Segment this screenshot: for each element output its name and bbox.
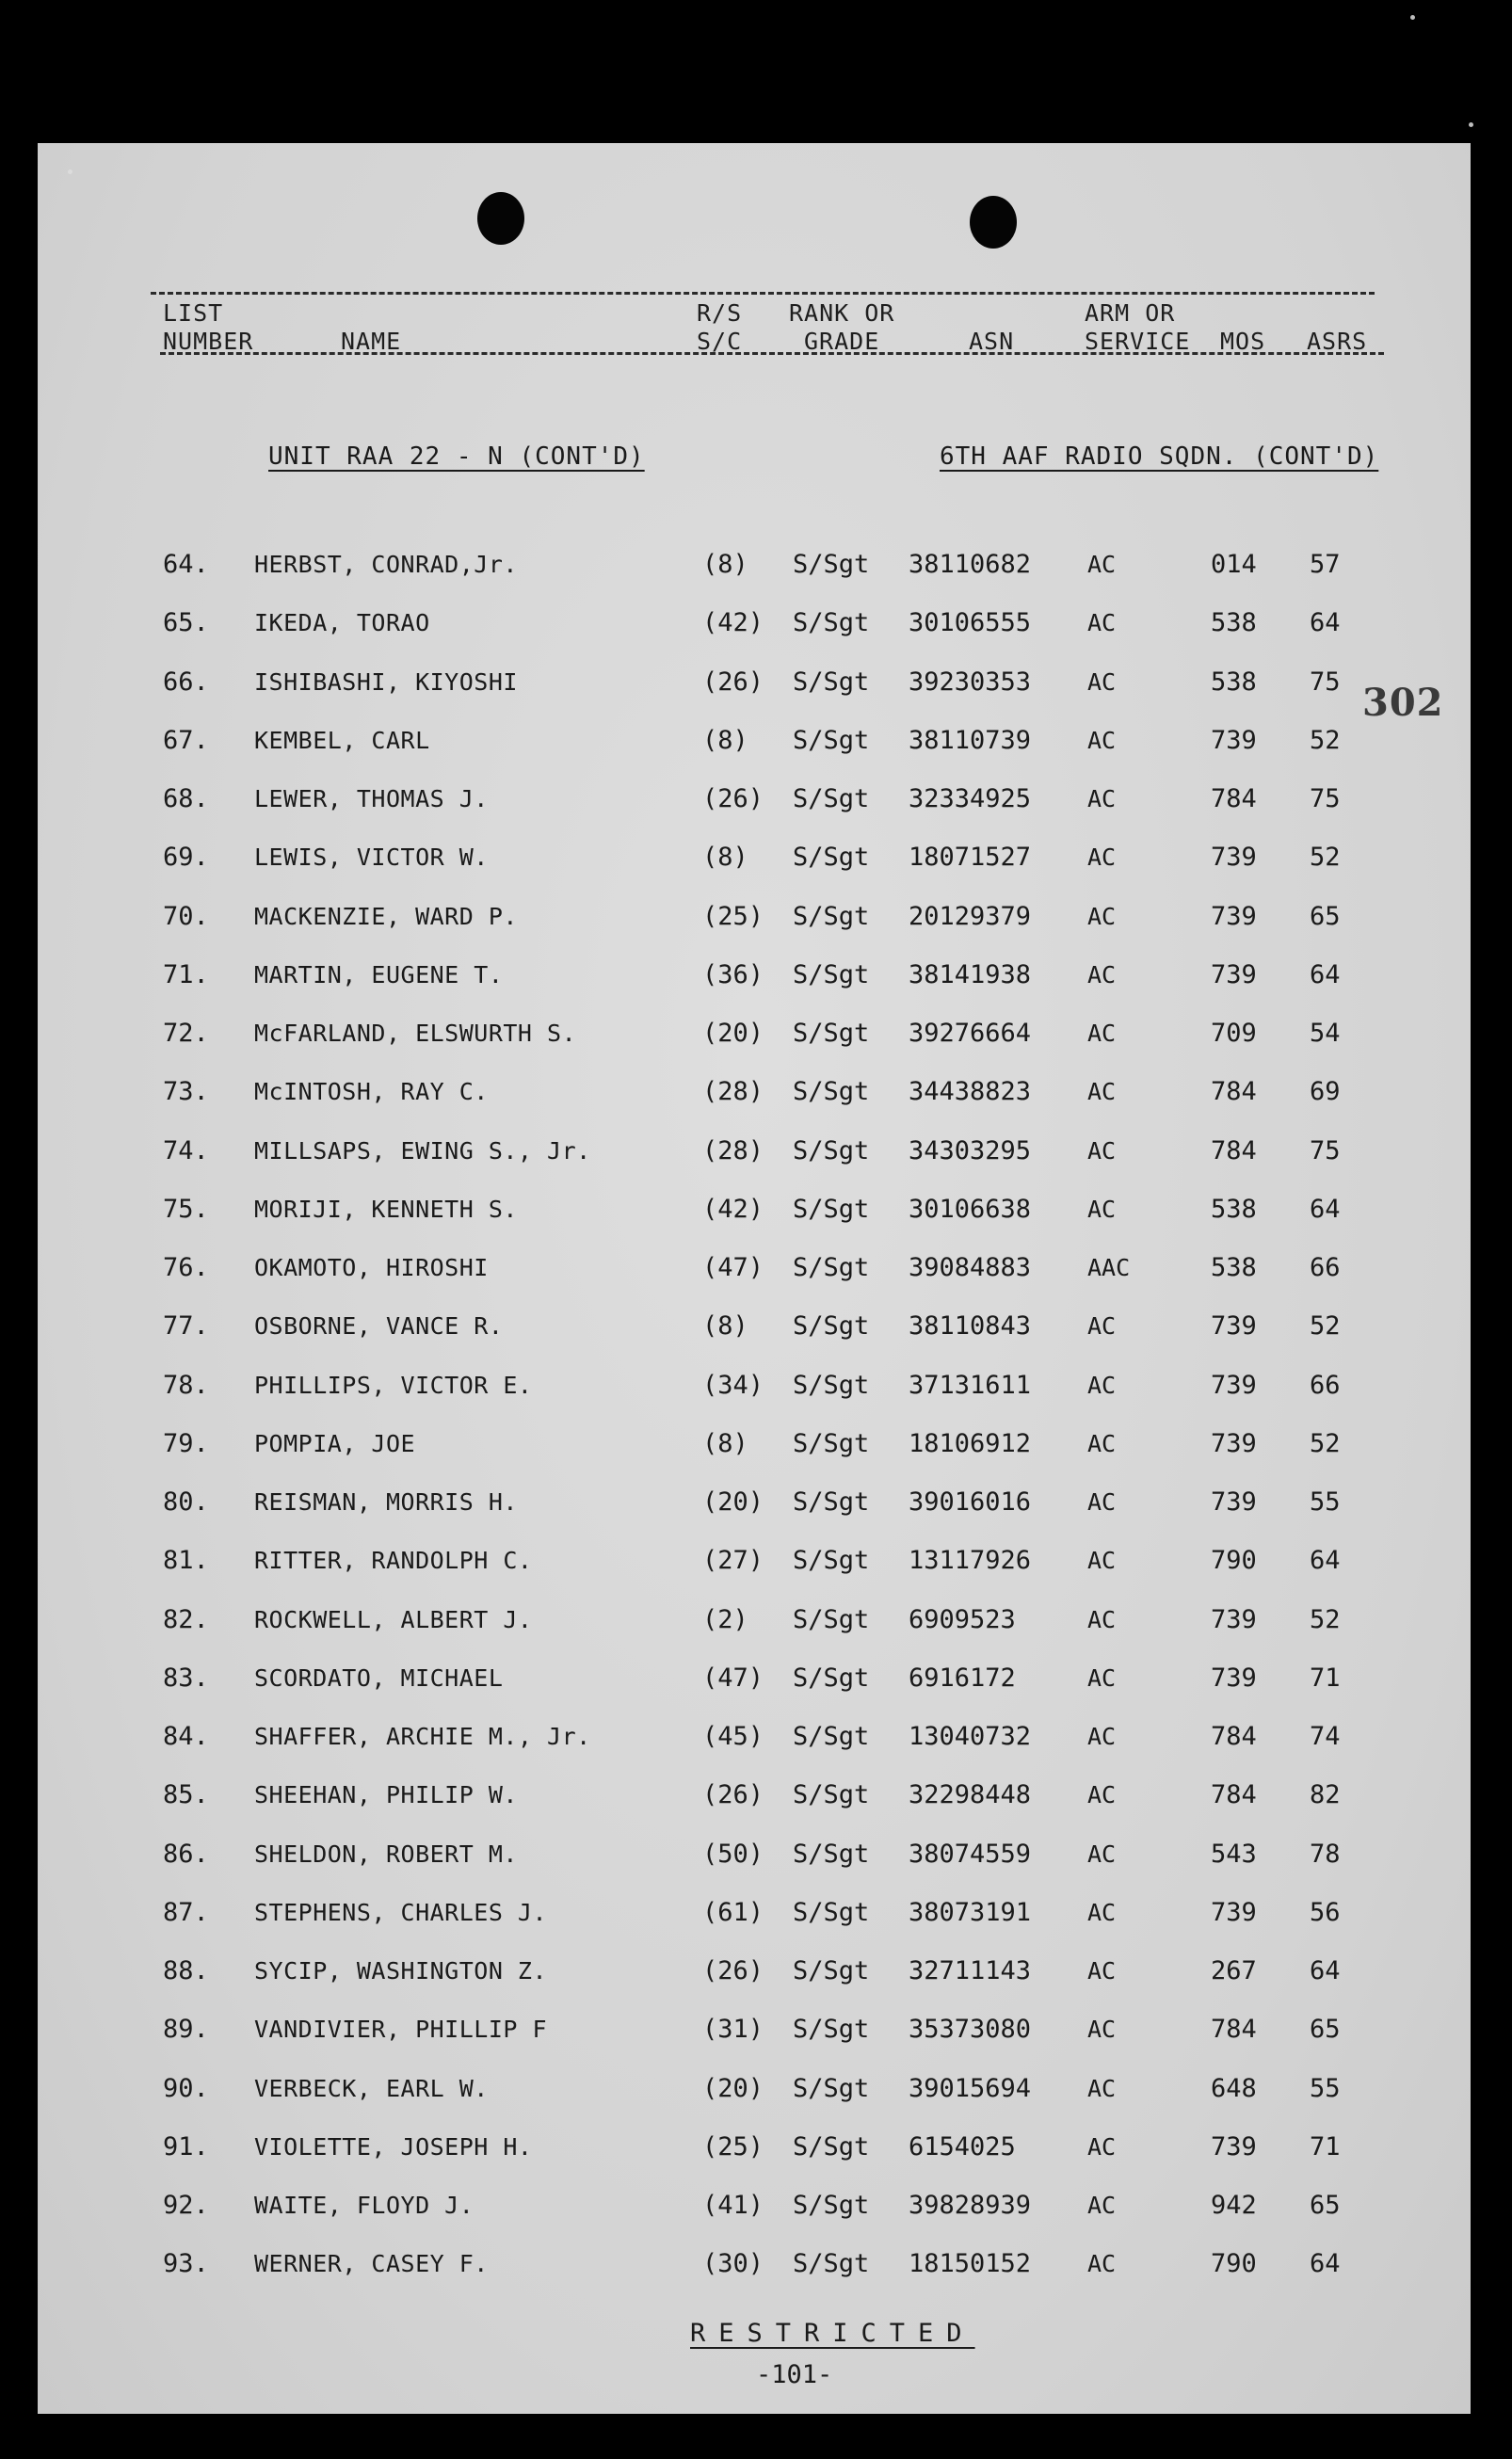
- table-row: [38, 546, 1471, 604]
- table-row: [38, 1836, 1471, 1894]
- asrs-score: 71: [1310, 2131, 1341, 2162]
- serial-number: 39276664: [909, 1019, 1032, 1048]
- list-number: 82.: [163, 1604, 209, 1634]
- rank-grade: S/Sgt: [793, 1897, 870, 1927]
- table-row: [38, 1367, 1471, 1425]
- serial-number: 32298448: [909, 1780, 1032, 1810]
- mos-code: 790: [1211, 1546, 1257, 1576]
- asrs-score: 52: [1310, 1428, 1341, 1458]
- rs-code: (61): [702, 1897, 764, 1927]
- serial-number: 38073191: [909, 1897, 1032, 1927]
- asrs-score: 75: [1310, 784, 1341, 813]
- personnel-name: MILLSAPS, EWING S., Jr.: [254, 1136, 591, 1165]
- serial-number: 30106638: [909, 1194, 1032, 1224]
- table-row: [38, 2245, 1471, 2304]
- personnel-name: MARTIN, EUGENE T.: [254, 960, 504, 988]
- rank-grade: S/Sgt: [793, 1487, 870, 1517]
- mos-code: 739: [1211, 2131, 1257, 2162]
- rank-grade: S/Sgt: [793, 1780, 870, 1810]
- mos-code: 739: [1211, 959, 1257, 989]
- asrs-score: 64: [1310, 1956, 1341, 1985]
- list-number: 69.: [163, 843, 209, 873]
- list-number: 70.: [163, 901, 209, 931]
- rank-grade: S/Sgt: [793, 1663, 870, 1693]
- arm-or-service: AC: [1087, 1195, 1117, 1223]
- rs-code: (42): [702, 608, 764, 638]
- rs-code: (36): [702, 959, 764, 989]
- asrs-score: 65: [1310, 2191, 1341, 2220]
- serial-number: 13040732: [909, 1722, 1032, 1751]
- rank-grade: S/Sgt: [793, 2073, 870, 2103]
- scan-speck: [1410, 15, 1415, 20]
- unit-heading-left: UNIT RAA 22 - N (CONT'D): [268, 442, 645, 471]
- arm-or-service: AC: [1087, 785, 1117, 812]
- mos-code: 538: [1211, 608, 1257, 638]
- rank-grade: S/Sgt: [793, 784, 870, 813]
- table-row: [38, 1133, 1471, 1191]
- serial-number: 32711143: [909, 1956, 1032, 1985]
- rs-code: (45): [702, 1722, 764, 1751]
- personnel-name: VANDIVIER, PHILLIP F: [254, 2016, 548, 2044]
- mos-code: 790: [1211, 2249, 1257, 2279]
- table-row: [38, 2129, 1471, 2187]
- list-number: 83.: [163, 1663, 209, 1693]
- margin-page-stamp: 302: [1362, 681, 1444, 725]
- rs-code: (26): [702, 1780, 764, 1810]
- serial-number: 20129379: [909, 901, 1032, 931]
- rs-code: (28): [702, 1135, 764, 1165]
- asrs-score: 64: [1310, 1546, 1341, 1576]
- arm-or-service: AC: [1087, 2074, 1117, 2102]
- serial-number: 37131611: [909, 1370, 1032, 1400]
- table-row: [38, 1660, 1471, 1718]
- table-row: [38, 1953, 1471, 2011]
- personnel-name: REISMAN, MORRIS H.: [254, 1488, 518, 1516]
- asrs-score: 75: [1310, 1135, 1341, 1165]
- asrs-score: 75: [1310, 667, 1341, 697]
- rank-grade: S/Sgt: [793, 1194, 870, 1224]
- asrs-score: 64: [1310, 608, 1341, 638]
- rs-code: (50): [702, 1839, 764, 1869]
- personnel-name: SYCIP, WASHINGTON Z.: [254, 1957, 548, 1985]
- mos-code: 784: [1211, 2015, 1257, 2045]
- rank-grade: S/Sgt: [793, 725, 870, 755]
- rs-code: (26): [702, 667, 764, 697]
- list-number: 64.: [163, 550, 209, 579]
- asrs-score: 56: [1310, 1897, 1341, 1927]
- table-row: [38, 1073, 1471, 1132]
- personnel-name: SHEEHAN, PHILIP W.: [254, 1781, 518, 1809]
- serial-number: 38110843: [909, 1311, 1032, 1342]
- table-row: [38, 956, 1471, 1015]
- scan-speck: [1469, 122, 1473, 127]
- arm-or-service: AC: [1087, 1078, 1117, 1106]
- serial-number: 39828939: [909, 2191, 1032, 2220]
- table-row: [38, 2070, 1471, 2129]
- arm-or-service: AC: [1087, 1663, 1117, 1692]
- roster-table: [38, 546, 1471, 2305]
- list-number: 75.: [163, 1194, 209, 1224]
- rs-code: (28): [702, 1077, 764, 1107]
- list-number: 85.: [163, 1780, 209, 1810]
- mos-code: 538: [1211, 667, 1257, 697]
- rs-code: (26): [702, 1956, 764, 1985]
- header-mos: MOS: [1220, 328, 1266, 355]
- list-number: 73.: [163, 1077, 209, 1107]
- arm-or-service: AC: [1087, 1312, 1117, 1341]
- mos-code: 784: [1211, 784, 1257, 813]
- list-number: 71.: [163, 959, 209, 989]
- arm-or-service: AC: [1087, 1136, 1117, 1165]
- serial-number: 38110739: [909, 725, 1032, 755]
- rank-grade: S/Sgt: [793, 1546, 870, 1576]
- personnel-name: PHILLIPS, VICTOR E.: [254, 1371, 533, 1399]
- personnel-name: WERNER, CASEY F.: [254, 2250, 489, 2278]
- asrs-score: 54: [1310, 1019, 1341, 1048]
- personnel-name: SHAFFER, ARCHIE M., Jr.: [254, 1723, 591, 1750]
- personnel-name: MORIJI, KENNETH S.: [254, 1195, 518, 1223]
- rank-grade: S/Sgt: [793, 2131, 870, 2162]
- classification-marking: RESTRICTED: [690, 2319, 975, 2348]
- rank-grade: S/Sgt: [793, 901, 870, 931]
- arm-or-service: AC: [1087, 902, 1117, 930]
- serial-number: 6909523: [909, 1604, 1016, 1634]
- list-number: 88.: [163, 1956, 209, 1985]
- personnel-name: McINTOSH, RAY C.: [254, 1078, 489, 1106]
- personnel-name: WAITE, FLOYD J.: [254, 2192, 475, 2219]
- mos-code: 739: [1211, 725, 1257, 755]
- mos-code: 739: [1211, 1487, 1257, 1517]
- personnel-name: POMPIA, JOE: [254, 1429, 416, 1457]
- rank-grade: S/Sgt: [793, 2249, 870, 2279]
- arm-or-service: AC: [1087, 1957, 1117, 1985]
- mos-code: 739: [1211, 1663, 1257, 1693]
- list-number: 77.: [163, 1311, 209, 1342]
- list-number: 91.: [163, 2131, 209, 2162]
- personnel-name: HERBST, CONRAD,Jr.: [254, 551, 518, 578]
- rs-code: (8): [702, 725, 748, 755]
- arm-or-service: AC: [1087, 1605, 1117, 1633]
- header-bottom-rule: [160, 352, 1384, 355]
- mos-code: 739: [1211, 901, 1257, 931]
- rs-code: (27): [702, 1546, 764, 1576]
- rank-grade: S/Sgt: [793, 550, 870, 579]
- page-number: -101-: [756, 2360, 833, 2389]
- header-arm-line1: ARM OR: [1085, 299, 1176, 327]
- asrs-score: 52: [1310, 1604, 1341, 1634]
- serial-number: 38110682: [909, 550, 1032, 579]
- personnel-name: VERBECK, EARL W.: [254, 2074, 489, 2102]
- rs-code: (30): [702, 2249, 764, 2279]
- list-number: 84.: [163, 1722, 209, 1751]
- table-row: [38, 1894, 1471, 1953]
- asrs-score: 74: [1310, 1722, 1341, 1751]
- personnel-name: IKEDA, TORAO: [254, 609, 430, 637]
- rank-grade: S/Sgt: [793, 1019, 870, 1048]
- header-asrs: ASRS: [1307, 328, 1368, 355]
- list-number: 74.: [163, 1135, 209, 1165]
- rs-code: (20): [702, 2073, 764, 2103]
- table-row: [38, 664, 1471, 722]
- arm-or-service: AC: [1087, 844, 1117, 872]
- header-rank-line1: RANK OR: [789, 299, 895, 327]
- asrs-score: 52: [1310, 725, 1341, 755]
- mos-code: 739: [1211, 1604, 1257, 1634]
- asrs-score: 82: [1310, 1780, 1341, 1810]
- list-number: 68.: [163, 784, 209, 813]
- serial-number: 13117926: [909, 1546, 1032, 1576]
- table-row: [38, 2187, 1471, 2245]
- scan-speck: [68, 169, 72, 174]
- mos-code: 942: [1211, 2191, 1257, 2220]
- header-arm-line2: SERVICE: [1085, 328, 1191, 355]
- serial-number: 30106555: [909, 608, 1032, 638]
- arm-or-service: AC: [1087, 609, 1117, 637]
- arm-or-service: AC: [1087, 1723, 1117, 1750]
- list-number: 67.: [163, 725, 209, 755]
- mos-code: 784: [1211, 1077, 1257, 1107]
- table-row: [38, 1776, 1471, 1835]
- personnel-name: SHELDON, ROBERT M.: [254, 1840, 518, 1868]
- rank-grade: S/Sgt: [793, 1428, 870, 1458]
- asrs-score: 64: [1310, 2249, 1341, 2279]
- rank-grade: S/Sgt: [793, 608, 870, 638]
- arm-or-service: AC: [1087, 2192, 1117, 2219]
- arm-or-service: AC: [1087, 2250, 1117, 2278]
- rank-grade: S/Sgt: [793, 1956, 870, 1985]
- arm-or-service: AC: [1087, 1488, 1117, 1516]
- arm-or-service: AC: [1087, 1020, 1117, 1047]
- asrs-score: 66: [1310, 1370, 1341, 1400]
- personnel-name: KEMBEL, CARL: [254, 726, 430, 754]
- asrs-score: 57: [1310, 550, 1341, 579]
- arm-or-service: AC: [1087, 1898, 1117, 1926]
- asrs-score: 65: [1310, 901, 1341, 931]
- rs-code: (25): [702, 901, 764, 931]
- table-row: [38, 1718, 1471, 1776]
- rank-grade: S/Sgt: [793, 1077, 870, 1107]
- mos-code: 739: [1211, 1370, 1257, 1400]
- personnel-name: LEWIS, VICTOR W.: [254, 844, 489, 872]
- list-number: 76.: [163, 1253, 209, 1282]
- table-row: [38, 604, 1471, 663]
- mos-code: 784: [1211, 1780, 1257, 1810]
- table-row: [38, 1601, 1471, 1660]
- list-number: 66.: [163, 667, 209, 697]
- list-number: 87.: [163, 1897, 209, 1927]
- serial-number: 18071527: [909, 843, 1032, 873]
- rank-grade: S/Sgt: [793, 1604, 870, 1634]
- mos-code: 739: [1211, 1428, 1257, 1458]
- arm-or-service: AC: [1087, 1781, 1117, 1809]
- rs-code: (20): [702, 1487, 764, 1517]
- rank-grade: S/Sgt: [793, 667, 870, 697]
- list-number: 86.: [163, 1839, 209, 1869]
- serial-number: 18106912: [909, 1428, 1032, 1458]
- document-page: [38, 143, 1471, 2414]
- table-row: [38, 1191, 1471, 1249]
- asrs-score: 52: [1310, 843, 1341, 873]
- arm-or-service: AC: [1087, 1371, 1117, 1399]
- serial-number: 38074559: [909, 1839, 1032, 1869]
- asrs-score: 55: [1310, 2073, 1341, 2103]
- arm-or-service: AC: [1087, 1429, 1117, 1457]
- table-row: [38, 1542, 1471, 1600]
- serial-number: 39230353: [909, 667, 1032, 697]
- arm-or-service: AC: [1087, 2016, 1117, 2044]
- mos-code: 739: [1211, 1897, 1257, 1927]
- serial-number: 34438823: [909, 1077, 1032, 1107]
- header-rs-line2: S/C: [697, 328, 743, 355]
- personnel-name: OKAMOTO, HIROSHI: [254, 1254, 489, 1281]
- personnel-name: STEPHENS, CHARLES J.: [254, 1898, 548, 1926]
- personnel-name: RITTER, RANDOLPH C.: [254, 1547, 533, 1575]
- unit-heading-right: 6TH AAF RADIO SQDN. (CONT'D): [940, 442, 1379, 471]
- punch-hole-left: [477, 192, 524, 245]
- table-row: [38, 1484, 1471, 1542]
- serial-number: 32334925: [909, 784, 1032, 813]
- asrs-score: 65: [1310, 2015, 1341, 2045]
- header-list-number-line2: NUMBER: [163, 328, 254, 355]
- list-number: 93.: [163, 2249, 209, 2279]
- table-row: [38, 898, 1471, 956]
- list-number: 65.: [163, 608, 209, 638]
- arm-or-service: AC: [1087, 726, 1117, 754]
- asrs-score: 55: [1310, 1487, 1341, 1517]
- serial-number: 39015694: [909, 2073, 1032, 2103]
- mos-code: 648: [1211, 2073, 1257, 2103]
- rs-code: (25): [702, 2131, 764, 2162]
- rank-grade: S/Sgt: [793, 1311, 870, 1342]
- mos-code: 014: [1211, 550, 1257, 579]
- rank-grade: S/Sgt: [793, 1135, 870, 1165]
- serial-number: 39016016: [909, 1487, 1032, 1517]
- rs-code: (34): [702, 1370, 764, 1400]
- arm-or-service: AAC: [1087, 1254, 1131, 1281]
- list-number: 89.: [163, 2015, 209, 2045]
- personnel-name: MACKENZIE, WARD P.: [254, 902, 518, 930]
- rs-code: (8): [702, 1428, 748, 1458]
- serial-number: 18150152: [909, 2249, 1032, 2279]
- serial-number: 6916172: [909, 1663, 1016, 1693]
- mos-code: 784: [1211, 1722, 1257, 1751]
- arm-or-service: AC: [1087, 960, 1117, 988]
- asrs-score: 69: [1310, 1077, 1341, 1107]
- rank-grade: S/Sgt: [793, 959, 870, 989]
- personnel-name: VIOLETTE, JOSEPH H.: [254, 2132, 533, 2161]
- arm-or-service: AC: [1087, 667, 1117, 696]
- table-row: [38, 1249, 1471, 1308]
- personnel-name: LEWER, THOMAS J.: [254, 785, 489, 812]
- mos-code: 739: [1211, 843, 1257, 873]
- mos-code: 784: [1211, 1135, 1257, 1165]
- rs-code: (31): [702, 2015, 764, 2045]
- arm-or-service: AC: [1087, 1547, 1117, 1575]
- arm-or-service: AC: [1087, 551, 1117, 578]
- asrs-score: 64: [1310, 1194, 1341, 1224]
- rank-grade: S/Sgt: [793, 1722, 870, 1751]
- table-row: [38, 2011, 1471, 2069]
- rank-grade: S/Sgt: [793, 1370, 870, 1400]
- serial-number: 6154025: [909, 2131, 1016, 2162]
- header-top-rule: [151, 292, 1375, 295]
- asrs-score: 78: [1310, 1839, 1341, 1869]
- serial-number: 38141938: [909, 959, 1032, 989]
- rank-grade: S/Sgt: [793, 2191, 870, 2220]
- mos-code: 543: [1211, 1839, 1257, 1869]
- rank-grade: S/Sgt: [793, 1253, 870, 1282]
- table-row: [38, 839, 1471, 897]
- personnel-name: OSBORNE, VANCE R.: [254, 1312, 504, 1341]
- mos-code: 709: [1211, 1019, 1257, 1048]
- serial-number: 39084883: [909, 1253, 1032, 1282]
- serial-number: 34303295: [909, 1135, 1032, 1165]
- arm-or-service: AC: [1087, 1840, 1117, 1868]
- list-number: 78.: [163, 1370, 209, 1400]
- rs-code: (2): [702, 1604, 748, 1634]
- rank-grade: S/Sgt: [793, 843, 870, 873]
- mos-code: 538: [1211, 1194, 1257, 1224]
- table-row: [38, 1308, 1471, 1366]
- list-number: 92.: [163, 2191, 209, 2220]
- serial-number: 35373080: [909, 2015, 1032, 2045]
- table-row: [38, 722, 1471, 780]
- mos-code: 739: [1211, 1311, 1257, 1342]
- table-row: [38, 1425, 1471, 1484]
- header-rank-line2: GRADE: [804, 328, 880, 355]
- asrs-score: 66: [1310, 1253, 1341, 1282]
- asrs-score: 71: [1310, 1663, 1341, 1693]
- list-number: 72.: [163, 1019, 209, 1048]
- rs-code: (41): [702, 2191, 764, 2220]
- header-asn: ASN: [969, 328, 1015, 355]
- mos-code: 267: [1211, 1956, 1257, 1985]
- personnel-name: McFARLAND, ELSWURTH S.: [254, 1020, 577, 1047]
- table-row: [38, 1015, 1471, 1073]
- personnel-name: SCORDATO, MICHAEL: [254, 1663, 504, 1692]
- list-number: 80.: [163, 1487, 209, 1517]
- rank-grade: S/Sgt: [793, 2015, 870, 2045]
- punch-hole-right: [970, 196, 1017, 249]
- list-number: 90.: [163, 2073, 209, 2103]
- list-number: 79.: [163, 1428, 209, 1458]
- asrs-score: 52: [1310, 1311, 1341, 1342]
- header-rs-line1: R/S: [697, 299, 743, 327]
- asrs-score: 64: [1310, 959, 1341, 989]
- rank-grade: S/Sgt: [793, 1839, 870, 1869]
- rs-code: (42): [702, 1194, 764, 1224]
- table-row: [38, 780, 1471, 839]
- mos-code: 538: [1211, 1253, 1257, 1282]
- rs-code: (47): [702, 1253, 764, 1282]
- rs-code: (8): [702, 550, 748, 579]
- header-list-number-line1: LIST: [163, 299, 224, 327]
- list-number: 81.: [163, 1546, 209, 1576]
- rs-code: (8): [702, 1311, 748, 1342]
- header-name: NAME: [341, 328, 402, 355]
- rs-code: (26): [702, 784, 764, 813]
- personnel-name: ISHIBASHI, KIYOSHI: [254, 667, 518, 696]
- rs-code: (20): [702, 1019, 764, 1048]
- personnel-name: ROCKWELL, ALBERT J.: [254, 1605, 533, 1633]
- rs-code: (47): [702, 1663, 764, 1693]
- arm-or-service: AC: [1087, 2132, 1117, 2161]
- rs-code: (8): [702, 843, 748, 873]
